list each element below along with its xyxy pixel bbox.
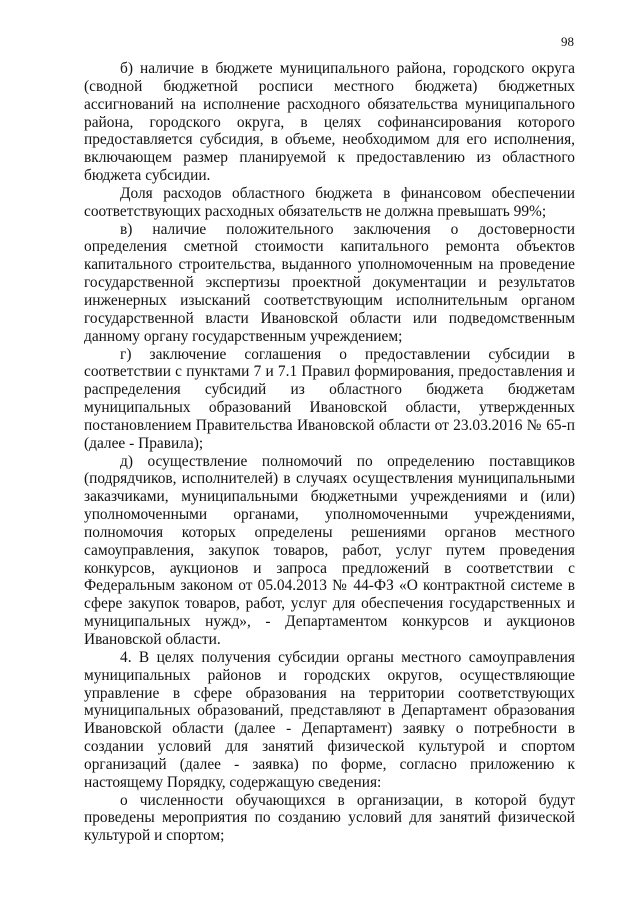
paragraph-procurement-powers: д) осуществление полномочий по определению поставщиков (подрядчиков, исполнителей) в случаях осуществления муниципальными заказчиками, муниципальными бюджетными учреждениями и (или) уполномоченными органами, уполномоченными учреждениями, полномочия которых определены решениями органов местного самоуправления, закупок товаров, работ, услуг путем проведения конкурсов, аукционов и запроса предложений в соответствии с Федеральным законом от 05.04.2013 № 44-ФЗ «О контрактной системе в сфере закупок товаров, работ, услуг для обеспечения государственных и муниципальных нужд», - Департаментом конкурсов и аукционов Ивановской области. xyxy=(84,452,575,648)
paragraph-application-submission: 4. В целях получения субсидии органы местного самоуправления муниципальных районов и городских округов, осуществляющие управление в сфере образования на территории соответствующих муниципальных образований, представляют в Департамент образования Ивановской области (далее - Департамент) заявку о потребности в создании условий для занятий физической культурой и спортом организаций (далее - заявка) по форме, согласно приложению к настоящему Порядку, содержащую сведения: xyxy=(84,648,575,791)
paragraph-student-count: о численности обучающихся в организации, в которой будут проведены мероприятия по созданию условий для занятий физической культурой и спортом; xyxy=(84,791,575,845)
paragraph-subsidy-agreement: г) заключение соглашения о предоставлении субсидии в соответствии с пунктами 7 и 7.1 Правил формирования, предоставления и распределения субсидий из областного бюджета бюджетам муниципальных образований Ивановской области, утвержденных постановлением Правительства Ивановской области от 23.03.2016 № 65-п (далее - Правила); xyxy=(84,345,575,452)
document-body xyxy=(84,60,575,845)
paragraph-cost-estimate-conclusion: в) наличие положительного заключения о достоверности определения сметной стоимости капитального ремонта объектов капитального строительства, выданного уполномоченным на проведение государственной экспертизы проектной документации и результатов инженерных изысканий соответствующим исполнительным органом государственной власти Ивановской области или подведомственным данному органу государственным учреждением; xyxy=(84,220,575,345)
page-number: 98 xyxy=(561,34,574,49)
paragraph-budget-allocation: б) наличие в бюджете муниципального района, городского округа (сводной бюджетной росписи местного бюджета) бюджетных ассигнований на исполнение расходного обязательства муниципального района, городского округа, в целях софинансирования которого предоставляется субсидия, в объеме, необходимом для его исполнения, включающем размер планируемой к предоставлению из областного бюджета субсидии. xyxy=(84,60,575,185)
paragraph-budget-share: Доля расходов областного бюджета в финансовом обеспечении соответствующих расходных обязательств не должна превышать 99%; xyxy=(84,184,575,220)
